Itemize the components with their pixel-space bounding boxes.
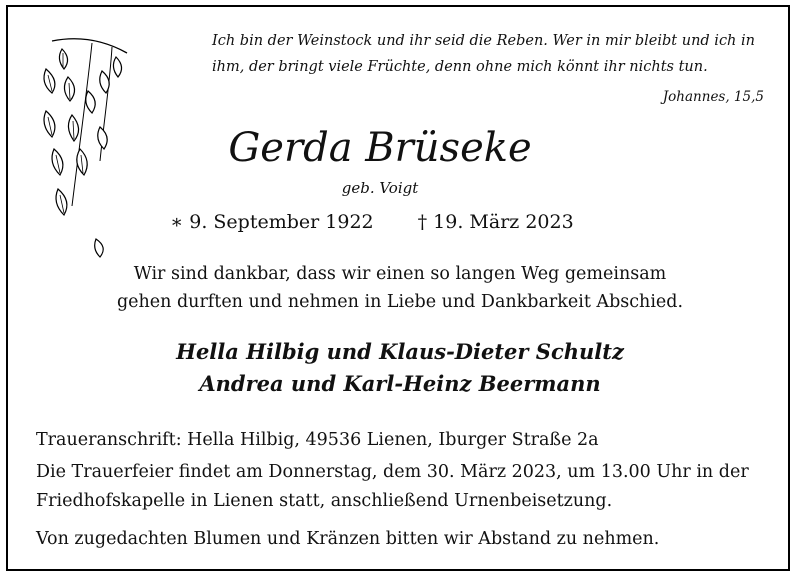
ceremony-info-line-1: Die Trauerfeier findet am Donnerstag, dem 30. März 2023, um 13.00 Uhr in der	[36, 462, 749, 482]
family-names-line-1: Hella Hilbig und Klaus-Dieter Schultz	[176, 339, 624, 364]
maiden-name: geb. Voigt	[341, 179, 419, 197]
farewell-text-line-2: gehen durften und nehmen in Liebe und Dankbarkeit Abschied.	[116, 292, 684, 312]
quote-line-1: Ich bin der Weinstock und ihr seid die Reben. Wer in mir bleibt und ich in	[212, 33, 755, 49]
farewell-text-line-1: Wir sind dankbar, dass wir einen so langen Weg gemeinsam	[133, 264, 667, 284]
family-names-line-2: Andrea und Karl-Heinz Beermann	[199, 371, 601, 396]
deceased-name: Gerda Brüseke	[228, 125, 532, 171]
ceremony-info-line-2: Friedhofskapelle in Lienen statt, anschließend Urnenbeisetzung.	[36, 491, 613, 511]
obituary-notice	[6, 5, 790, 571]
birth-date: ∗ 9. September 1922	[170, 211, 374, 233]
mourning-address: Traueranschrift: Hella Hilbig, 49536 Lienen, Iburger Straße 2a	[36, 430, 599, 450]
quote-reference: Johannes, 15,5	[662, 89, 764, 105]
flowers-note: Von zugedachten Blumen und Kränzen bitten wir Abstand zu nehmen.	[36, 529, 660, 549]
life-dates	[8, 211, 792, 233]
quote-line-2: ihm, der bringt viele Früchte, denn ohne mich könnt ihr nichts tun.	[212, 59, 708, 75]
death-date: † 19. März 2023	[417, 211, 574, 233]
